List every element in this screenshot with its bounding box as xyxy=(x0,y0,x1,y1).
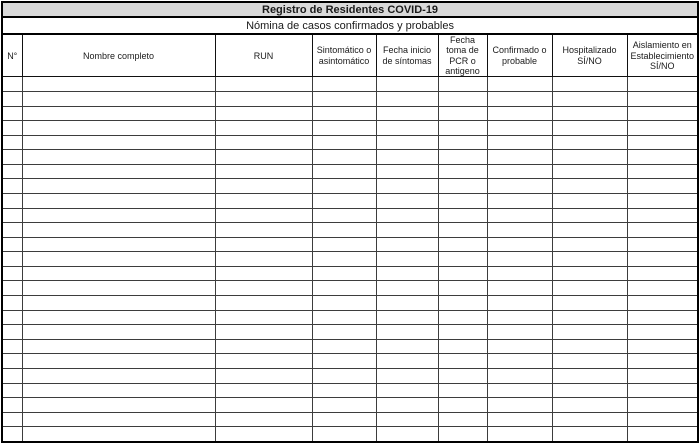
column-header-numero: N° xyxy=(2,34,22,77)
empty-cell-nombre-completo xyxy=(22,223,215,238)
empty-cell-fecha-toma-pcr-antigeno xyxy=(438,383,487,398)
empty-cell-numero xyxy=(2,77,22,92)
empty-cell-aislamiento-establecimiento xyxy=(627,252,698,267)
empty-cell-aislamiento-establecimiento xyxy=(627,368,698,383)
table-row xyxy=(2,412,698,427)
empty-cell-sintomatico-asintomatico xyxy=(312,398,376,413)
table-row xyxy=(2,296,698,311)
empty-cell-fecha-toma-pcr-antigeno xyxy=(438,368,487,383)
table-row xyxy=(2,194,698,209)
empty-cell-sintomatico-asintomatico xyxy=(312,106,376,121)
empty-cell-nombre-completo xyxy=(22,266,215,281)
column-header-row xyxy=(2,34,698,77)
empty-cell-aislamiento-establecimiento xyxy=(627,91,698,106)
empty-cell-aislamiento-establecimiento xyxy=(627,296,698,311)
table-row xyxy=(2,121,698,136)
empty-cell-fecha-inicio-sintomas xyxy=(376,194,438,209)
empty-cell-hospitalizado xyxy=(552,164,627,179)
empty-cell-fecha-inicio-sintomas xyxy=(376,325,438,340)
empty-cell-fecha-inicio-sintomas xyxy=(376,266,438,281)
empty-cell-confirmado-probable xyxy=(487,106,552,121)
empty-cell-confirmado-probable xyxy=(487,252,552,267)
empty-cell-aislamiento-establecimiento xyxy=(627,135,698,150)
empty-cell-aislamiento-establecimiento xyxy=(627,325,698,340)
empty-cell-fecha-inicio-sintomas xyxy=(376,310,438,325)
empty-cell-sintomatico-asintomatico xyxy=(312,412,376,427)
table-row xyxy=(2,281,698,296)
empty-cell-numero xyxy=(2,223,22,238)
empty-cell-numero xyxy=(2,310,22,325)
empty-cell-fecha-toma-pcr-antigeno xyxy=(438,398,487,413)
empty-cell-fecha-inicio-sintomas xyxy=(376,368,438,383)
empty-cell-nombre-completo xyxy=(22,252,215,267)
empty-cell-run xyxy=(215,339,312,354)
table-row xyxy=(2,150,698,165)
empty-cell-hospitalizado xyxy=(552,150,627,165)
table-row xyxy=(2,310,698,325)
empty-cell-hospitalizado xyxy=(552,354,627,369)
empty-cell-run xyxy=(215,383,312,398)
title-row xyxy=(2,2,698,17)
column-header-hospitalizado: Hospitalizado SÍ/NO xyxy=(552,34,627,77)
empty-cell-nombre-completo xyxy=(22,368,215,383)
empty-cell-confirmado-probable xyxy=(487,412,552,427)
empty-cell-run xyxy=(215,77,312,92)
empty-cell-fecha-inicio-sintomas xyxy=(376,252,438,267)
empty-cell-run xyxy=(215,398,312,413)
empty-cell-sintomatico-asintomatico xyxy=(312,383,376,398)
empty-cell-fecha-toma-pcr-antigeno xyxy=(438,106,487,121)
empty-cell-aislamiento-establecimiento xyxy=(627,339,698,354)
empty-cell-nombre-completo xyxy=(22,281,215,296)
empty-cell-nombre-completo xyxy=(22,150,215,165)
table-row xyxy=(2,106,698,121)
empty-cell-nombre-completo xyxy=(22,208,215,223)
empty-cell-numero xyxy=(2,339,22,354)
empty-cell-fecha-toma-pcr-antigeno xyxy=(438,281,487,296)
table-body xyxy=(2,77,698,442)
empty-cell-numero xyxy=(2,266,22,281)
empty-cell-sintomatico-asintomatico xyxy=(312,266,376,281)
empty-cell-fecha-inicio-sintomas xyxy=(376,296,438,311)
empty-cell-numero xyxy=(2,354,22,369)
empty-cell-numero xyxy=(2,398,22,413)
empty-cell-hospitalizado xyxy=(552,179,627,194)
empty-cell-nombre-completo xyxy=(22,310,215,325)
empty-cell-fecha-toma-pcr-antigeno xyxy=(438,77,487,92)
empty-cell-run xyxy=(215,237,312,252)
empty-cell-confirmado-probable xyxy=(487,194,552,209)
empty-cell-run xyxy=(215,223,312,238)
empty-cell-sintomatico-asintomatico xyxy=(312,281,376,296)
empty-cell-numero xyxy=(2,164,22,179)
empty-cell-hospitalizado xyxy=(552,91,627,106)
empty-cell-run xyxy=(215,252,312,267)
empty-cell-confirmado-probable xyxy=(487,383,552,398)
empty-cell-nombre-completo xyxy=(22,354,215,369)
empty-cell-fecha-inicio-sintomas xyxy=(376,164,438,179)
empty-cell-aislamiento-establecimiento xyxy=(627,383,698,398)
empty-cell-confirmado-probable xyxy=(487,150,552,165)
empty-cell-fecha-toma-pcr-antigeno xyxy=(438,339,487,354)
table-row xyxy=(2,398,698,413)
empty-cell-fecha-inicio-sintomas xyxy=(376,106,438,121)
empty-cell-sintomatico-asintomatico xyxy=(312,164,376,179)
empty-cell-run xyxy=(215,281,312,296)
empty-cell-run xyxy=(215,412,312,427)
empty-cell-aislamiento-establecimiento xyxy=(627,310,698,325)
empty-cell-numero xyxy=(2,252,22,267)
empty-cell-confirmado-probable xyxy=(487,325,552,340)
table-row xyxy=(2,427,698,442)
empty-cell-confirmado-probable xyxy=(487,223,552,238)
empty-cell-run xyxy=(215,194,312,209)
empty-cell-run xyxy=(215,106,312,121)
empty-cell-confirmado-probable xyxy=(487,121,552,136)
empty-cell-hospitalizado xyxy=(552,194,627,209)
table-row xyxy=(2,354,698,369)
empty-cell-nombre-completo xyxy=(22,77,215,92)
empty-cell-numero xyxy=(2,121,22,136)
empty-cell-sintomatico-asintomatico xyxy=(312,208,376,223)
empty-cell-nombre-completo xyxy=(22,398,215,413)
empty-cell-fecha-toma-pcr-antigeno xyxy=(438,121,487,136)
empty-cell-nombre-completo xyxy=(22,106,215,121)
empty-cell-sintomatico-asintomatico xyxy=(312,237,376,252)
empty-cell-nombre-completo xyxy=(22,164,215,179)
empty-cell-run xyxy=(215,121,312,136)
empty-cell-confirmado-probable xyxy=(487,339,552,354)
table-row xyxy=(2,266,698,281)
empty-cell-numero xyxy=(2,296,22,311)
empty-cell-numero xyxy=(2,194,22,209)
empty-cell-run xyxy=(215,296,312,311)
empty-cell-numero xyxy=(2,383,22,398)
empty-cell-aislamiento-establecimiento xyxy=(627,412,698,427)
empty-cell-aislamiento-establecimiento xyxy=(627,208,698,223)
empty-cell-hospitalizado xyxy=(552,383,627,398)
empty-cell-fecha-toma-pcr-antigeno xyxy=(438,150,487,165)
table-row xyxy=(2,164,698,179)
empty-cell-confirmado-probable xyxy=(487,398,552,413)
empty-cell-nombre-completo xyxy=(22,325,215,340)
empty-cell-hospitalizado xyxy=(552,135,627,150)
empty-cell-hospitalizado xyxy=(552,281,627,296)
empty-cell-fecha-toma-pcr-antigeno xyxy=(438,296,487,311)
empty-cell-fecha-toma-pcr-antigeno xyxy=(438,266,487,281)
empty-cell-fecha-toma-pcr-antigeno xyxy=(438,412,487,427)
empty-cell-hospitalizado xyxy=(552,325,627,340)
empty-cell-aislamiento-establecimiento xyxy=(627,77,698,92)
column-header-run: RUN xyxy=(215,34,312,77)
empty-cell-fecha-inicio-sintomas xyxy=(376,135,438,150)
empty-cell-confirmado-probable xyxy=(487,135,552,150)
empty-cell-sintomatico-asintomatico xyxy=(312,427,376,442)
empty-cell-hospitalizado xyxy=(552,398,627,413)
empty-cell-run xyxy=(215,325,312,340)
empty-cell-nombre-completo xyxy=(22,427,215,442)
table-row xyxy=(2,77,698,92)
subtitle-row xyxy=(2,17,698,34)
empty-cell-confirmado-probable xyxy=(487,427,552,442)
empty-cell-confirmado-probable xyxy=(487,266,552,281)
column-header-nombre-completo: Nombre completo xyxy=(22,34,215,77)
empty-cell-confirmado-probable xyxy=(487,208,552,223)
empty-cell-sintomatico-asintomatico xyxy=(312,325,376,340)
empty-cell-sintomatico-asintomatico xyxy=(312,121,376,136)
empty-cell-fecha-inicio-sintomas xyxy=(376,77,438,92)
empty-cell-hospitalizado xyxy=(552,310,627,325)
empty-cell-sintomatico-asintomatico xyxy=(312,296,376,311)
empty-cell-numero xyxy=(2,208,22,223)
empty-cell-numero xyxy=(2,179,22,194)
empty-cell-confirmado-probable xyxy=(487,296,552,311)
covid-register-table xyxy=(1,1,699,443)
empty-cell-fecha-toma-pcr-antigeno xyxy=(438,223,487,238)
table-row xyxy=(2,368,698,383)
empty-cell-fecha-toma-pcr-antigeno xyxy=(438,354,487,369)
empty-cell-hospitalizado xyxy=(552,237,627,252)
empty-cell-nombre-completo xyxy=(22,135,215,150)
empty-cell-run xyxy=(215,164,312,179)
empty-cell-sintomatico-asintomatico xyxy=(312,310,376,325)
empty-cell-run xyxy=(215,310,312,325)
empty-cell-confirmado-probable xyxy=(487,237,552,252)
empty-cell-hospitalizado xyxy=(552,77,627,92)
empty-cell-fecha-toma-pcr-antigeno xyxy=(438,427,487,442)
empty-cell-nombre-completo xyxy=(22,339,215,354)
empty-cell-numero xyxy=(2,106,22,121)
empty-cell-fecha-inicio-sintomas xyxy=(376,179,438,194)
empty-cell-numero xyxy=(2,91,22,106)
empty-cell-hospitalizado xyxy=(552,412,627,427)
empty-cell-run xyxy=(215,427,312,442)
empty-cell-numero xyxy=(2,135,22,150)
column-header-sintomatico: Sintomático o asintomático xyxy=(312,34,376,77)
empty-cell-numero xyxy=(2,368,22,383)
empty-cell-hospitalizado xyxy=(552,266,627,281)
empty-cell-fecha-toma-pcr-antigeno xyxy=(438,237,487,252)
page-title: Registro de Residentes COVID-19 xyxy=(2,2,698,17)
empty-cell-aislamiento-establecimiento xyxy=(627,150,698,165)
empty-cell-hospitalizado xyxy=(552,339,627,354)
column-header-fecha-toma: Fecha toma de PCR o antigeno xyxy=(438,34,487,77)
empty-cell-aislamiento-establecimiento xyxy=(627,223,698,238)
empty-cell-aislamiento-establecimiento xyxy=(627,266,698,281)
empty-cell-hospitalizado xyxy=(552,368,627,383)
empty-cell-aislamiento-establecimiento xyxy=(627,281,698,296)
empty-cell-run xyxy=(215,368,312,383)
empty-cell-fecha-inicio-sintomas xyxy=(376,91,438,106)
empty-cell-fecha-inicio-sintomas xyxy=(376,237,438,252)
empty-cell-aislamiento-establecimiento xyxy=(627,121,698,136)
empty-cell-aislamiento-establecimiento xyxy=(627,179,698,194)
empty-cell-fecha-toma-pcr-antigeno xyxy=(438,179,487,194)
empty-cell-nombre-completo xyxy=(22,91,215,106)
empty-cell-numero xyxy=(2,427,22,442)
empty-cell-nombre-completo xyxy=(22,383,215,398)
empty-cell-hospitalizado xyxy=(552,296,627,311)
empty-cell-confirmado-probable xyxy=(487,281,552,296)
empty-cell-run xyxy=(215,150,312,165)
empty-cell-numero xyxy=(2,281,22,296)
empty-cell-confirmado-probable xyxy=(487,368,552,383)
empty-cell-hospitalizado xyxy=(552,106,627,121)
empty-cell-nombre-completo xyxy=(22,121,215,136)
page-subtitle: Nómina de casos confirmados y probables xyxy=(2,17,698,34)
empty-cell-fecha-inicio-sintomas xyxy=(376,281,438,296)
empty-cell-aislamiento-establecimiento xyxy=(627,106,698,121)
empty-cell-fecha-toma-pcr-antigeno xyxy=(438,252,487,267)
empty-cell-nombre-completo xyxy=(22,237,215,252)
empty-cell-nombre-completo xyxy=(22,412,215,427)
empty-cell-run xyxy=(215,266,312,281)
empty-cell-nombre-completo xyxy=(22,194,215,209)
table-row xyxy=(2,223,698,238)
empty-cell-numero xyxy=(2,412,22,427)
empty-cell-aislamiento-establecimiento xyxy=(627,164,698,179)
empty-cell-sintomatico-asintomatico xyxy=(312,194,376,209)
empty-cell-aislamiento-establecimiento xyxy=(627,427,698,442)
empty-cell-run xyxy=(215,354,312,369)
empty-cell-hospitalizado xyxy=(552,121,627,136)
empty-cell-aislamiento-establecimiento xyxy=(627,237,698,252)
empty-cell-fecha-toma-pcr-antigeno xyxy=(438,208,487,223)
empty-cell-fecha-inicio-sintomas xyxy=(376,208,438,223)
empty-cell-sintomatico-asintomatico xyxy=(312,77,376,92)
empty-cell-fecha-toma-pcr-antigeno xyxy=(438,310,487,325)
empty-cell-sintomatico-asintomatico xyxy=(312,368,376,383)
table-row xyxy=(2,252,698,267)
empty-cell-fecha-toma-pcr-antigeno xyxy=(438,164,487,179)
empty-cell-hospitalizado xyxy=(552,252,627,267)
table-row xyxy=(2,91,698,106)
table-row xyxy=(2,179,698,194)
empty-cell-hospitalizado xyxy=(552,223,627,238)
empty-cell-aislamiento-establecimiento xyxy=(627,354,698,369)
empty-cell-confirmado-probable xyxy=(487,354,552,369)
empty-cell-run xyxy=(215,135,312,150)
empty-cell-fecha-inicio-sintomas xyxy=(376,150,438,165)
empty-cell-sintomatico-asintomatico xyxy=(312,150,376,165)
empty-cell-numero xyxy=(2,150,22,165)
empty-cell-numero xyxy=(2,237,22,252)
empty-cell-numero xyxy=(2,325,22,340)
empty-cell-fecha-toma-pcr-antigeno xyxy=(438,194,487,209)
empty-cell-fecha-toma-pcr-antigeno xyxy=(438,91,487,106)
empty-cell-fecha-inicio-sintomas xyxy=(376,427,438,442)
empty-cell-fecha-inicio-sintomas xyxy=(376,223,438,238)
empty-cell-fecha-inicio-sintomas xyxy=(376,121,438,136)
empty-cell-sintomatico-asintomatico xyxy=(312,135,376,150)
table-row xyxy=(2,325,698,340)
empty-cell-nombre-completo xyxy=(22,179,215,194)
table-row xyxy=(2,208,698,223)
empty-cell-aislamiento-establecimiento xyxy=(627,398,698,413)
empty-cell-fecha-toma-pcr-antigeno xyxy=(438,135,487,150)
column-header-confirmado: Confirmado o probable xyxy=(487,34,552,77)
empty-cell-fecha-toma-pcr-antigeno xyxy=(438,325,487,340)
empty-cell-sintomatico-asintomatico xyxy=(312,252,376,267)
empty-cell-aislamiento-establecimiento xyxy=(627,194,698,209)
empty-cell-fecha-inicio-sintomas xyxy=(376,339,438,354)
empty-cell-nombre-completo xyxy=(22,296,215,311)
empty-cell-run xyxy=(215,179,312,194)
empty-cell-confirmado-probable xyxy=(487,310,552,325)
empty-cell-fecha-inicio-sintomas xyxy=(376,354,438,369)
empty-cell-confirmado-probable xyxy=(487,91,552,106)
column-header-aislamiento: Aislamiento en Establecimiento SÍ/NO xyxy=(627,34,698,77)
empty-cell-sintomatico-asintomatico xyxy=(312,179,376,194)
empty-cell-hospitalizado xyxy=(552,208,627,223)
empty-cell-run xyxy=(215,208,312,223)
table-row xyxy=(2,383,698,398)
empty-cell-fecha-inicio-sintomas xyxy=(376,383,438,398)
table-row xyxy=(2,135,698,150)
empty-cell-run xyxy=(215,91,312,106)
empty-cell-confirmado-probable xyxy=(487,77,552,92)
column-header-fecha-inicio: Fecha inicio de síntomas xyxy=(376,34,438,77)
table-row xyxy=(2,339,698,354)
table-row xyxy=(2,237,698,252)
empty-cell-fecha-inicio-sintomas xyxy=(376,412,438,427)
empty-cell-sintomatico-asintomatico xyxy=(312,354,376,369)
empty-cell-fecha-inicio-sintomas xyxy=(376,398,438,413)
empty-cell-sintomatico-asintomatico xyxy=(312,223,376,238)
empty-cell-hospitalizado xyxy=(552,427,627,442)
empty-cell-sintomatico-asintomatico xyxy=(312,91,376,106)
empty-cell-confirmado-probable xyxy=(487,179,552,194)
empty-cell-confirmado-probable xyxy=(487,164,552,179)
empty-cell-sintomatico-asintomatico xyxy=(312,339,376,354)
